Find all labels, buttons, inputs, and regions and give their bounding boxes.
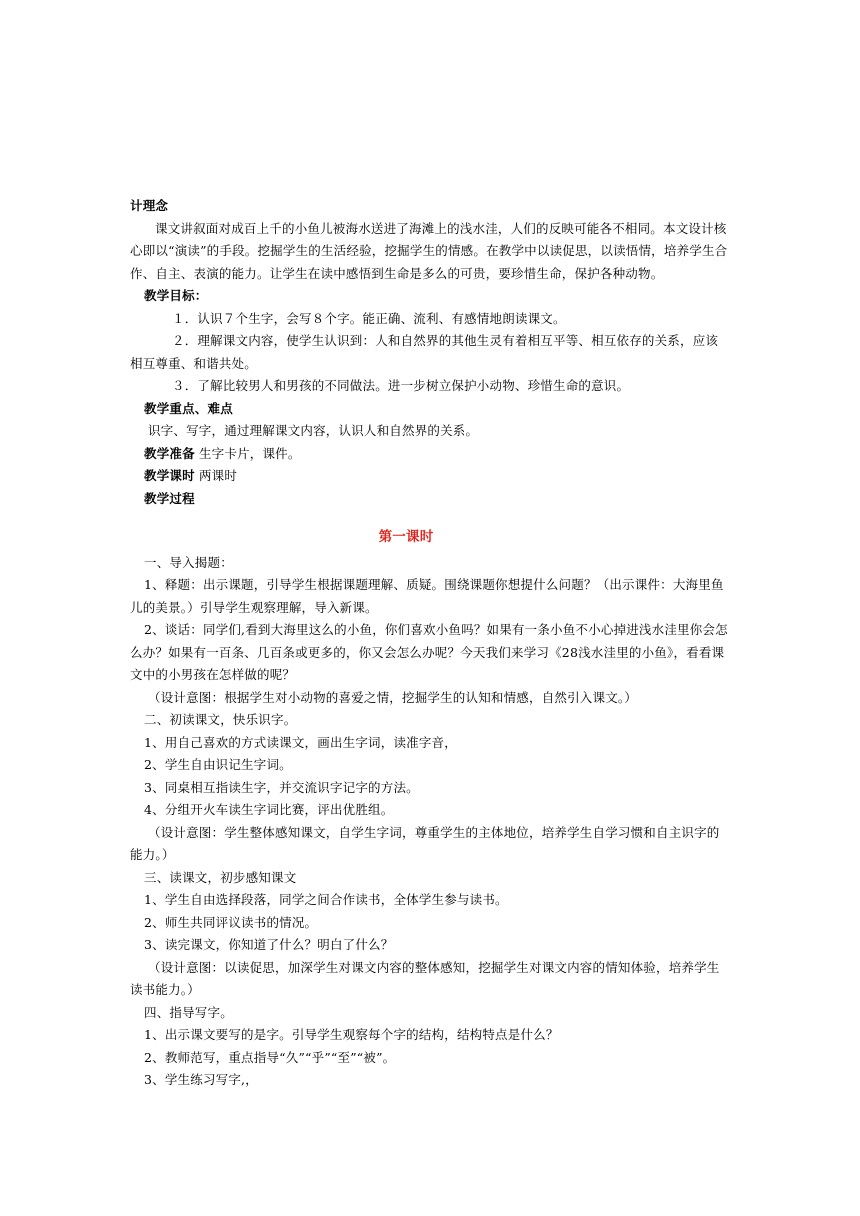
section-2-item-4: 4、分组开火车读生字词比赛，评出优胜组。 [144, 802, 394, 817]
goal-item-1: １．认识７个生字，会写８个字。能正确、流利、有感情地朗读课文。 [172, 310, 566, 326]
section-1-note: （设计意图：根据学生对小动物的喜爱之情，挖掘学生的认知和情感，自然引入课文。） [148, 689, 638, 705]
section-1-item-2: 2、谈话：同学们,看到大海里这么的小鱼，你们喜欢小鱼吗？如果有一条小鱼不小心掉进浅水洼里你会怎么办？如果有一百条、几百条或更多的，你又会怎么办呢？今天我们来学习《28浅水洼里的小鱼》，看看课文中的小男孩在怎样做的呢？ [130, 622, 728, 682]
design-paragraph: 课文讲叙面对成百上千的小鱼儿被海水送进了海滩上的浅水洼，人们的反映可能各不相同。本文设计核心即以“演读”的手段。挖掘学生的生活经验，挖掘学生的情感。在教学中以读促思，以读悟情，培养学生合作、自主、表演的能力。让学生在读中感悟到生命是多么的可贵，要珍惜生命，保护各种动物。 [130, 220, 728, 281]
design-heading: 计理念 [130, 198, 169, 213]
section-4-item-3: 3、学生练习写字,， [144, 1072, 258, 1087]
preparation-line [130, 443, 730, 466]
lesson-title: 第一课时 [378, 529, 434, 545]
section-3-title: 三、读课文，初步感知课文 [144, 869, 297, 885]
section-2-item-1: 1、用自己喜欢的方式读课文，画出生字词，读准字音， [144, 734, 457, 750]
goal-item-3: ３．了解比较男人和男孩的不同做法。进一步树立保护小动物、珍惜生命的意识。 [172, 378, 630, 393]
goals-heading: 教学目标： [144, 288, 208, 303]
class-hours-text: 两课时 [194, 468, 238, 483]
section-4-item-1: 1、出示课文要写的是字。引导学生观察每个字的结构，结构特点是什么？ [144, 1027, 559, 1042]
section-3-item-1: 1、学生自由选择段落，同学之间合作读书，全体学生参与读书。 [144, 892, 508, 907]
goal-item-2: ２．理解课文内容，使学生认识到：人和自然界的其他生灵有着相互平等、相互依存的关系，应该相互尊重、和谐共处。 [130, 333, 719, 371]
class-hours-label: 教学课时 [144, 468, 195, 483]
key-points-heading: 教学重点、难点 [144, 400, 233, 416]
section-4-item-2: 2、教师范写，重点指导“久”“乎”“至”“被”。 [144, 1049, 396, 1065]
section-2-item-3: 3、同桌相互指读生字，并交流识字记字的方法。 [144, 779, 419, 795]
section-2-note: （设计意图：学生整体感知课文，自学生字词，尊重学生的主体地位，培养学生自学习惯和自主识字的能力。） [130, 824, 720, 862]
section-1-item-1: 1、释题：出示课题，引导学生根据课题理解、质疑。围绕课题你想提什么问题？（出示课件：大海里鱼儿的美景。）引导学生观察理解，导入新课。 [130, 577, 724, 615]
key-points-text: 识字、写字，通过理解课文内容，认识人和自然界的关系。 [148, 423, 479, 438]
section-3-item-2: 2、师生共同评议读书的情况。 [144, 914, 318, 930]
process-heading: 教学过程 [144, 490, 195, 506]
document-body [130, 195, 730, 1092]
preparation-text: 生字卡片，课件。 [194, 445, 301, 461]
section-2-item-2: 2、学生自由识记生字词。 [144, 757, 292, 772]
section-3-note: （设计意图：以读促思，加深学生对课文内容的整体感知，挖掘学生对课文内容的情知体验，培养学生读书能力。） [130, 959, 720, 997]
section-3-item-3: 3、读完课文，你知道了什么？明白了什么？ [144, 937, 394, 952]
section-2-title: 二、初读课文，快乐识字。 [144, 712, 297, 727]
preparation-label: 教学准备 [144, 445, 195, 461]
section-4-title: 四、指导写字。 [144, 1004, 233, 1020]
section-1-title: 一、导入揭题： [144, 554, 233, 570]
class-hours-line [130, 465, 730, 488]
